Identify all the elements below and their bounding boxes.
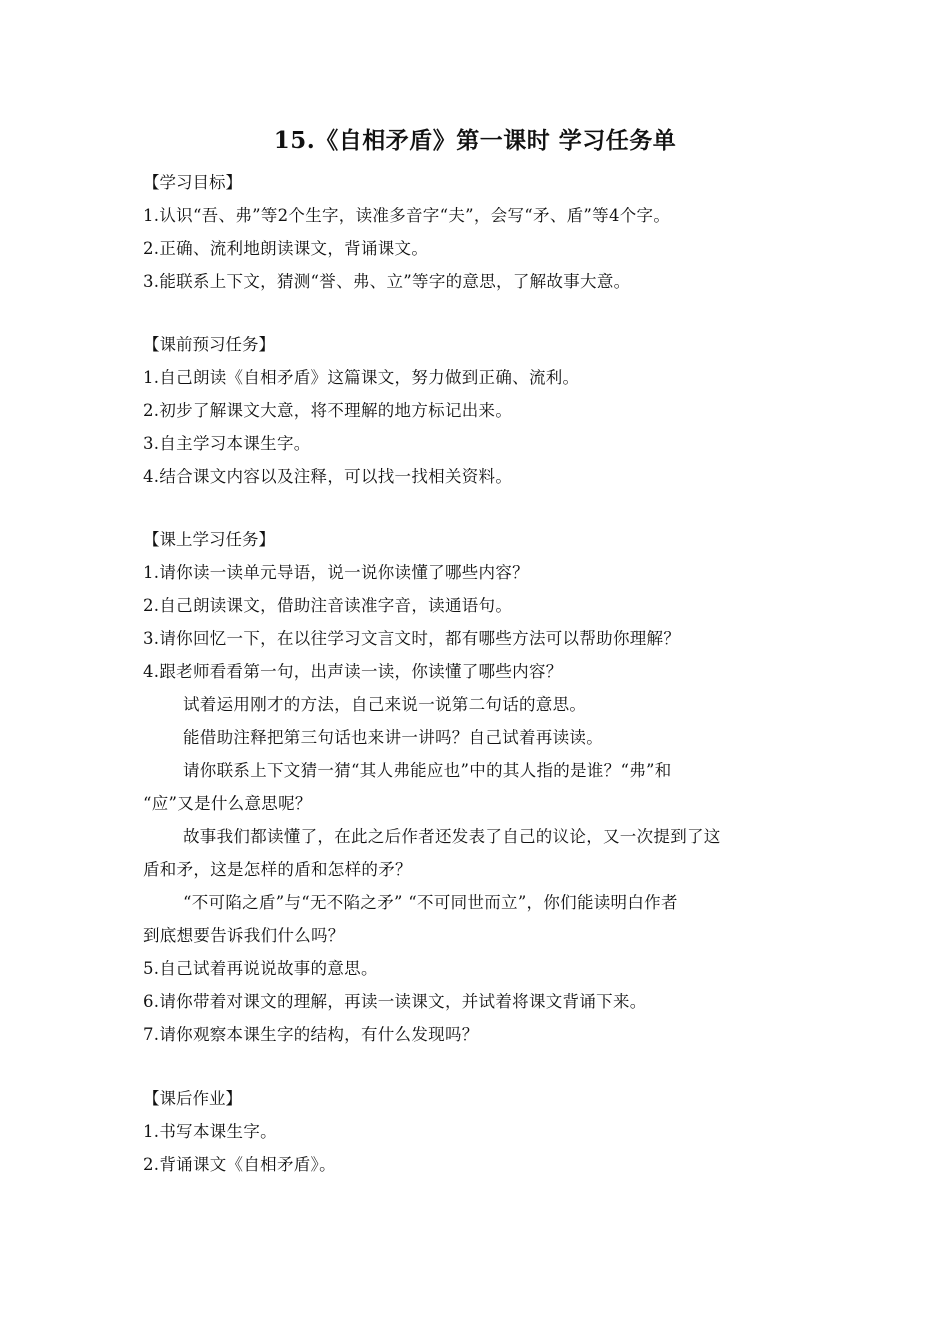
preview-task-item: 3.自主学习本课生字。 xyxy=(143,434,311,453)
goal-item: 2.正确、流利地朗读课文，背诵课文。 xyxy=(143,239,429,258)
in-class-tasks-heading: 【课上学习任务】 xyxy=(143,530,275,549)
learning-goals-heading: 【学习目标】 xyxy=(143,173,242,192)
in-class-task-item: 5.自己试着再说说故事的意思。 xyxy=(143,959,378,978)
in-class-paragraph-line: 盾和矛，这是怎样的盾和怎样的矛？ xyxy=(143,860,412,879)
homework-item: 1.书写本课生字。 xyxy=(143,1122,277,1141)
homework-heading: 【课后作业】 xyxy=(143,1089,242,1108)
preview-task-item: 2.初步了解课文大意，将不理解的地方标记出来。 xyxy=(143,401,513,420)
in-class-task-item: 4.跟老师看看第一句，出声读一读，你读懂了哪些内容？ xyxy=(143,662,563,681)
in-class-paragraph-line: “应”又是什么意思呢？ xyxy=(143,794,312,813)
page-title: 15.《自相矛盾》第一课时 学习任务单 xyxy=(273,127,677,154)
goal-item: 3.能联系上下文，猜测“誉、弗、立”等字的意思，了解故事大意。 xyxy=(143,272,631,291)
in-class-task-item: 2.自己朗读课文，借助注音读准字音，读通语句。 xyxy=(143,596,513,615)
in-class-task-item: 6.请你带着对课文的理解，再读一读课文，并试着将课文背诵下来。 xyxy=(143,992,647,1011)
preview-task-item: 1.自己朗读《自相矛盾》这篇课文，努力做到正确、流利。 xyxy=(143,368,580,387)
homework-item: 2.背诵课文《自相矛盾》。 xyxy=(143,1155,336,1174)
preview-tasks-heading: 【课前预习任务】 xyxy=(143,335,275,354)
in-class-tasks-section xyxy=(143,523,813,1051)
in-class-task-item: 7.请你观察本课生字的结构，有什么发现吗？ xyxy=(143,1025,479,1044)
goal-item: 1.认识“吾、弗”等2个生字，读准多音字“夫”，会写“矛、盾”等4个字。 xyxy=(143,206,671,225)
homework-section xyxy=(143,1082,813,1181)
in-class-paragraph-line: 故事我们都读懂了，在此之后作者还发表了自己的议论，又一次提到了这 xyxy=(183,827,721,846)
preview-tasks-section xyxy=(143,328,813,493)
in-class-task-item: 3.请你回忆一下，在以往学习文言文时，都有哪些方法可以帮助你理解？ xyxy=(143,629,681,648)
learning-goals-section xyxy=(143,166,813,298)
in-class-paragraph-line: “不可陷之盾”与“无不陷之矛” “不可同世而立”，你们能读明白作者 xyxy=(183,893,678,912)
in-class-task-item: 1.请你读一读单元导语，说一说你读懂了哪些内容？ xyxy=(143,563,529,582)
preview-task-item: 4.结合课文内容以及注释，可以找一找相关资料。 xyxy=(143,467,513,486)
in-class-paragraph-line: 请你联系上下文猜一猜“其人弗能应也”中的其人指的是谁？“弗”和 xyxy=(183,761,672,780)
in-class-paragraph-line: 到底想要告诉我们什么吗？ xyxy=(143,926,345,945)
in-class-sub-item: 能借助注释把第三句话也来讲一讲吗？自己试着再读读。 xyxy=(183,728,603,747)
in-class-sub-item: 试着运用刚才的方法，自己来说一说第二句话的意思。 xyxy=(183,695,587,714)
